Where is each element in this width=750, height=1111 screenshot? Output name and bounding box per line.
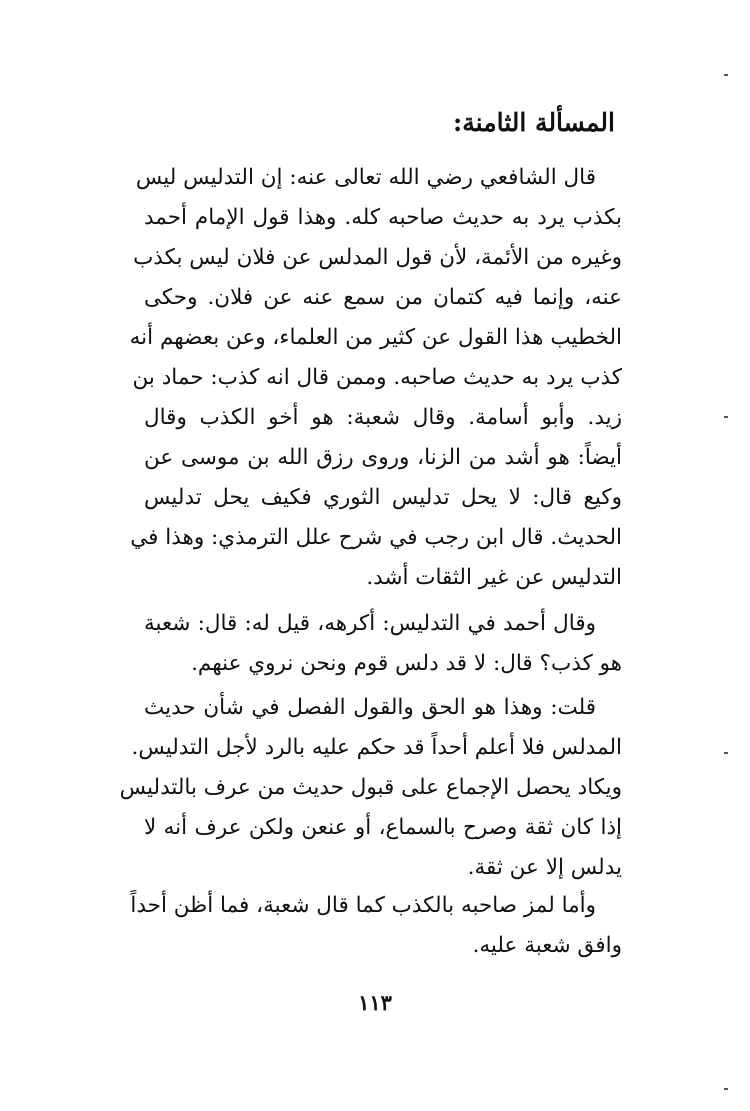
scan-mark (724, 74, 728, 76)
paragraph-3 (119, 688, 622, 888)
text-line: قلت: وهذا هو الحق والقول الفصل في شأن حديث (144, 695, 596, 720)
text-line: كذب يرد به حديث صاحبه. وممن قال انه كذب: حماد بن (132, 365, 622, 390)
page-number: ١١٣ (358, 990, 392, 1015)
text-line: ويكاد يحصل الإجماع على قبول حديث من عرف بالتدليس (119, 775, 622, 800)
section-heading: المسألة الثامنة: (453, 108, 615, 137)
text-line: أيضاً: هو أشد من الزنا، وروى رزق الله بن موسى عن (144, 445, 622, 470)
text-line: عنه، وإنما فيه كتمان من سمع عنه عن فلان. وحكى (144, 285, 622, 310)
paragraph-4 (130, 886, 622, 966)
text-line: قال الشافعي رضي الله تعالى عنه: إن التدليس ليس (135, 165, 596, 190)
text-line: هو كذب؟ قال: لا قد دلس قوم ونحن نروي عنهم. (191, 651, 622, 676)
text-line: المدلس فلا أعلم أحداً قد حكم عليه بالرد لأجل التدليس. (131, 735, 622, 760)
scan-mark (724, 416, 728, 418)
text-line: وافق شعبة عليه. (472, 933, 622, 958)
text-line: بكذب يرد به حديث صاحبه كله. وهذا قول الإمام أحمد (144, 205, 622, 230)
text-line: زيد. وأبو أسامة. وقال شعبة: هو أخو الكذب وقال (144, 405, 622, 430)
text-line: وأما لمز صاحبه بالكذب كما قال شعبة، فما أظن أحداً (130, 893, 596, 918)
text-line: إذا كان ثقة وصرح بالسماع، أو عنعن ولكن عرف أنه لا (144, 815, 622, 840)
paragraph-2 (144, 604, 622, 684)
text-line: التدليس عن غير الثقات أشد. (366, 565, 622, 590)
text-line: الخطيب هذا القول عن كثير من العلماء، وعن بعضهم أنه (129, 325, 622, 350)
scan-mark (724, 1088, 728, 1090)
text-line: وقال أحمد في التدليس: أكرهه، قيل له: قال: شعبة (144, 611, 596, 636)
text-line: الحديث. قال ابن رجب في شرح علل الترمذي: وهذا في (130, 525, 622, 550)
scan-mark (724, 752, 728, 754)
text-line: وغيره من الأئمة، لأن قول المدلس عن فلان ليس بكذب (133, 245, 622, 270)
paragraph-1 (129, 158, 622, 598)
text-line: يدلس إلا عن ثقة. (467, 855, 622, 880)
text-line: وكيع قال: لا يحل تدليس الثوري فكيف يحل تدليس (144, 485, 622, 510)
